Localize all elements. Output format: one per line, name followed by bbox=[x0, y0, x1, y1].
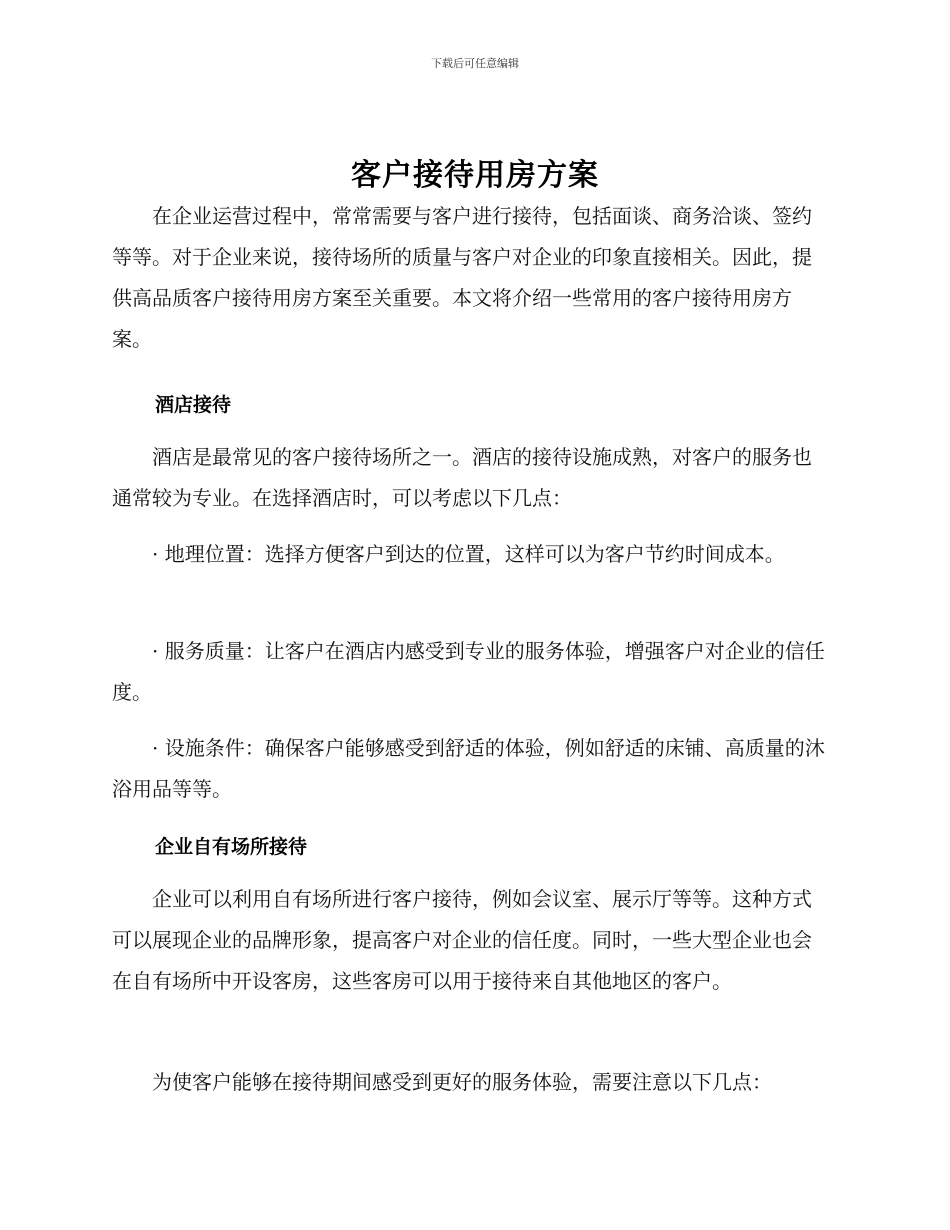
hotel-paragraph: 酒店是最常见的客户接待场所之一。酒店的接待设施成熟，对客户的服务也通常较为专业。在选择酒店时，可以考虑以下几点： bbox=[112, 445, 812, 510]
bullet-service: · 服务质量：让客户在酒店内感受到专业的服务体验，增强客户对企业的信任度。 bbox=[112, 639, 825, 704]
document-title: 客户接待用房方案 bbox=[351, 158, 599, 193]
intro-paragraph: 在企业运营过程中，常常需要与客户进行接待，包括面谈、商务洽谈、签约等等。对于企业来说，接待场所的质量与客户对企业的印象直接相关。因此，提供高品质客户接待用房方案至关重要。本文将介绍一些常用的客户接待用房方案。 bbox=[112, 204, 812, 351]
section-heading-hotel: 酒店接待 bbox=[155, 394, 232, 416]
bullet-facilities: · 设施条件：确保客户能够感受到舒适的体验，例如舒适的床铺、高质量的沐浴用品等等。 bbox=[112, 736, 825, 801]
bullet-location: · 地理位置：选择方便客户到达的位置，这样可以为客户节约时间成本。 bbox=[152, 542, 785, 566]
section-heading-company-venue: 企业自有场所接待 bbox=[155, 836, 308, 858]
company-venue-paragraph: 企业可以利用自有场所进行客户接待，例如会议室、展示厅等等。这种方式可以展现企业的品牌形象，提高客户对企业的信任度。同时，一些大型企业也会在自有场所中开设客房，这些客房可以用于接待来自其他地区的客户。 bbox=[112, 887, 812, 993]
attention-paragraph: 为使客户能够在接待期间感受到更好的服务体验，需要注意以下几点： bbox=[152, 1070, 772, 1094]
header-note: 下载后可任意编辑 bbox=[431, 57, 519, 70]
